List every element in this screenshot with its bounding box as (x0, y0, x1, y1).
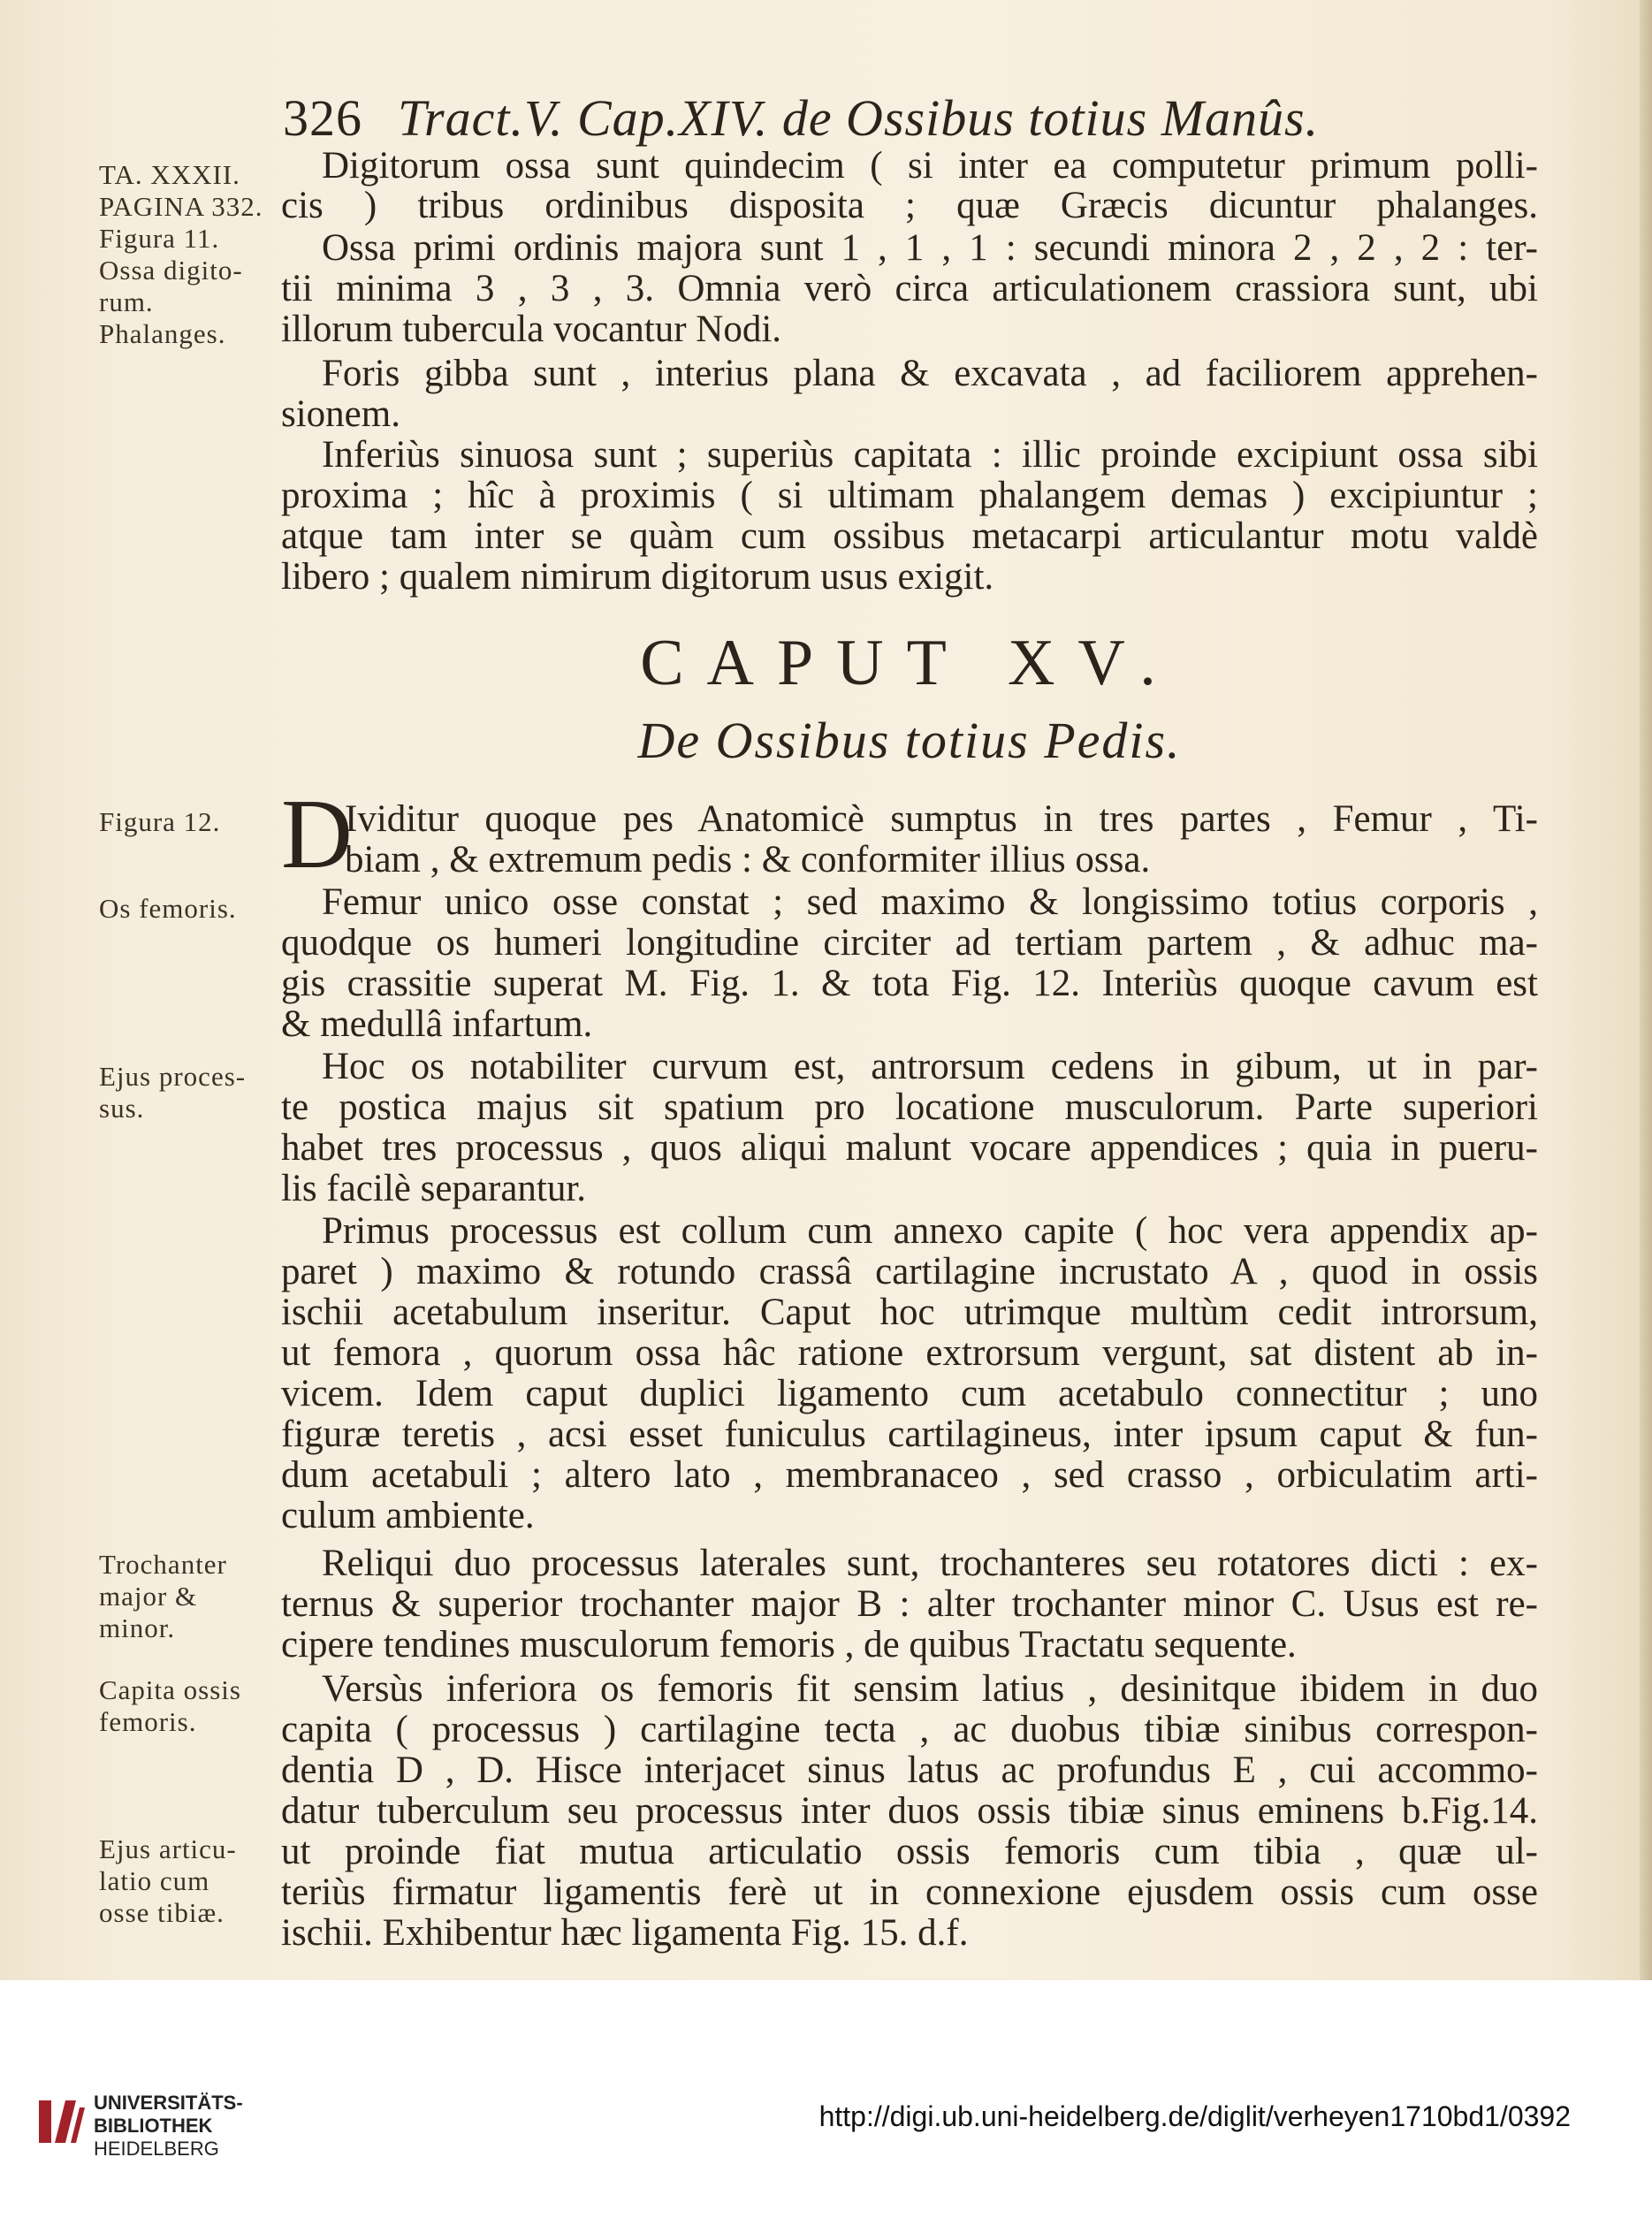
body-line: ternus & superior trochanter major B : alter trochanter minor C. Usus est re- (281, 1583, 1538, 1625)
body-line: ischii acetabulum inseritur. Caput hoc utrimque multùm cedit introrsum, (281, 1292, 1538, 1333)
margin-note-trochanter (99, 1549, 285, 1644)
margin-note-line: Capita ossis (99, 1674, 241, 1705)
body-line: Ividitur quoque pes Anatomicè sumptus in tres partes , Femur , Ti- (345, 798, 1538, 840)
page-number: 326 (283, 89, 362, 147)
margin-note-line: Phalanges. (99, 318, 226, 349)
body-line: vicem. Idem caput duplici ligamento cum acetabulo connectitur ; uno (281, 1373, 1538, 1414)
body-line: libero ; qualem nimirum digitorum usus exigit. (281, 556, 994, 598)
chapter-subtitle: De Ossibus totius Pedis. (637, 712, 1182, 769)
margin-note-line: Figura 12. (99, 806, 221, 837)
body-line: culum ambiente. (281, 1495, 535, 1536)
body-line: dentia D , D. Hisce interjacet sinus latus ac profundus E , cui accommo- (281, 1749, 1538, 1791)
margin-note-line: Ossa digito- (99, 255, 243, 286)
library-logo-text (94, 2092, 243, 2161)
body-line: Ossa primi ordinis majora sunt 1 , 1 , 1 : secundi minora 2 , 2 , 2 : ter- (322, 227, 1538, 269)
body-line: paret ) maximo & rotundo crassâ cartilagine incrustato A , quod in ossis (281, 1251, 1538, 1292)
drop-cap: D (281, 780, 353, 889)
body-line: quodque os humeri longitudine circiter ad tertiam partem , & adhuc ma- (281, 922, 1538, 964)
digitization-footer (0, 1980, 1652, 2218)
body-line: figuræ teretis , acsi esset funiculus cartilagineus, inter ipsum caput & fun- (281, 1414, 1538, 1455)
margin-note-phalanges (99, 159, 285, 350)
margin-note-line: Ejus articu- (99, 1833, 237, 1864)
body-line: tii minima 3 , 3 , 3. Omnia verò circa articulationem crassiora sunt, ubi (281, 268, 1538, 309)
margin-note-capita-ossis (99, 1674, 285, 1738)
body-line: Foris gibba sunt , interius plana & excavata , ad faciliorem apprehen- (322, 353, 1538, 394)
body-line: Versùs inferiora os femoris fit sensim latius , desinitque ibidem in duo (322, 1668, 1538, 1710)
library-logo-icon (35, 2095, 88, 2148)
body-line: cipere tendines musculorum femoris , de quibus Tractatu sequente. (281, 1624, 1297, 1665)
margin-note-line: Trochanter (99, 1549, 227, 1580)
body-line: gis crassitie superat M. Fig. 1. & tota Fig. 12. Interiùs quoque cavum est (281, 963, 1538, 1004)
chapter-heading: CAPUT XV. (640, 627, 1179, 699)
body-line: te postica majus sit spatium pro locatione musculorum. Parte superiori (281, 1086, 1538, 1128)
page-edge-shadow (1640, 0, 1652, 1980)
body-line: ut proinde fiat mutua articulatio ossis femoris cum tibia , quæ ul- (281, 1831, 1538, 1872)
margin-note-line: Figura 11. (99, 223, 220, 254)
margin-note-line: TA. XXXII. (99, 159, 240, 190)
body-line: illorum tubercula vocantur Nodi. (281, 309, 782, 350)
logo-line: BIBLIOTHEK (94, 2115, 213, 2137)
margin-note-line: latio cum (99, 1865, 210, 1896)
body-line: Femur unico osse constat ; sed maximo & longissimo totius corporis , (322, 881, 1538, 923)
body-line: Reliqui duo processus laterales sunt, trochanteres seu rotatores dicti : ex- (322, 1543, 1538, 1584)
body-line: Hoc os notabiliter curvum est, antrorsum cedens in gibum, ut in par- (322, 1046, 1538, 1087)
body-line: ut femora , quorum ossa hâc ratione extrorsum vergunt, sat distent ab in- (281, 1332, 1538, 1374)
body-line: dum acetabuli ; altero lato , membranaceo , sed crasso , orbiculatim arti- (281, 1454, 1538, 1496)
logo-line: UNIVERSITÄTS- (94, 2092, 243, 2114)
margin-note-figura-12 (99, 806, 285, 838)
margin-note-line: major & (99, 1581, 198, 1612)
running-head-title: Tract.V. Cap.XIV. de Ossibus totius Manûs. (398, 89, 1320, 147)
margin-note-line: minor. (99, 1612, 176, 1643)
margin-note-processus (99, 1061, 285, 1124)
margin-note-line: osse tibiæ. (99, 1897, 225, 1928)
body-line: habet tres processus , quos aliqui malunt vocare appendices ; quia in pueru- (281, 1127, 1538, 1169)
margin-note-articulatio (99, 1833, 285, 1929)
body-line: cis ) tribus ordinibus disposita ; quæ Græcis dicuntur phalanges. (281, 185, 1538, 226)
body-line: Primus processus est collum cum annexo capite ( hoc vera appendix ap- (322, 1210, 1538, 1252)
body-line: teriùs firmatur ligamentis ferè ut in connexione ejusdem ossis cum osse (281, 1871, 1538, 1913)
body-line: ischii. Exhibentur hæc ligamenta Fig. 15. d.f. (281, 1912, 969, 1954)
source-url-link[interactable]: http://digi.ub.uni-heidelberg.de/diglit/verheyen1710bd1/0392 (818, 2100, 1571, 2132)
body-line: proxima ; hîc à proximis ( si ultimam phalangem demas ) excipiuntur ; (281, 475, 1538, 516)
body-line: lis facilè separantur. (281, 1168, 587, 1209)
margin-note-line: sus. (99, 1093, 145, 1124)
margin-note-line: PAGINA 332. (99, 191, 263, 222)
margin-note-line: Os femoris. (99, 893, 237, 924)
margin-note-line: rum. (99, 286, 154, 317)
body-line: biam , & extremum pedis : & conformiter illius ossa. (345, 839, 1151, 880)
body-line: capita ( processus ) cartilagine tecta , ac duobus tibiæ sinibus correspon- (281, 1709, 1538, 1750)
logo-line: HEIDELBERG (94, 2138, 219, 2160)
body-line: datur tuberculum seu processus inter duos ossis tibiæ sinus eminens b.Fig.14. (281, 1790, 1538, 1832)
body-line: & medullâ infartum. (281, 1003, 593, 1045)
body-line: Digitorum ossa sunt quindecim ( si inter ea computetur primum polli- (322, 145, 1538, 187)
margin-note-os-femoris (99, 893, 285, 925)
margin-note-line: femoris. (99, 1706, 197, 1737)
body-line: atque tam inter se quàm cum ossibus metacarpi articulantur motu valdè (281, 515, 1538, 557)
running-head (283, 88, 1538, 150)
body-line: Inferiùs sinuosa sunt ; superiùs capitata : illic proinde excipiunt ossa sibi (322, 434, 1538, 476)
body-line: sionem. (281, 393, 400, 435)
margin-note-line: Ejus proces- (99, 1061, 247, 1092)
